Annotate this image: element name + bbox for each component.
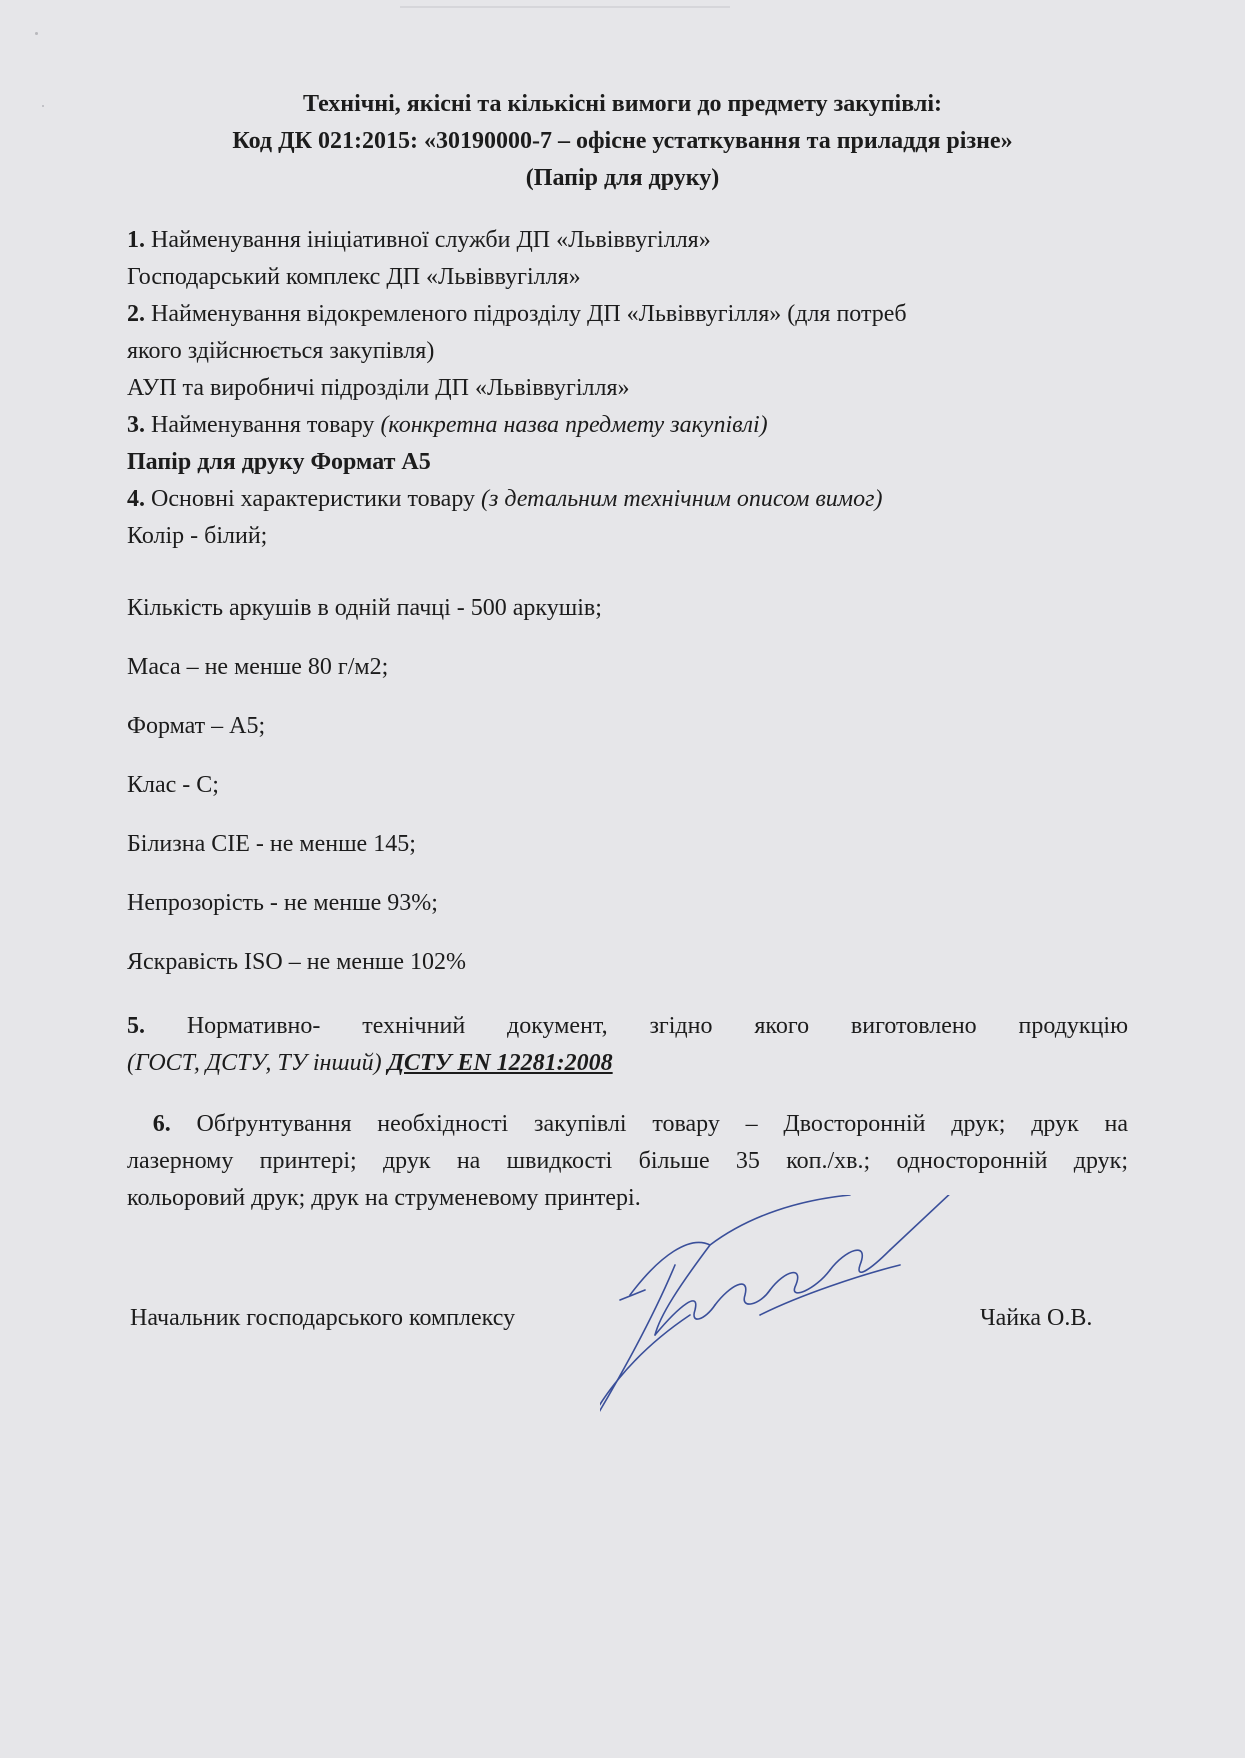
standard-code: ДСТУ EN 12281:2008 — [387, 1050, 613, 1076]
spec-item: Білизна СІЕ - не менше 145; — [127, 831, 416, 857]
section-2-heading-cont: якого здійснюється закупівля) — [127, 338, 435, 364]
title-line-1: Технічні, якісні та кількісні вимоги до предмету закупівлі: — [302, 91, 942, 117]
section-number: 5. — [127, 1013, 145, 1039]
section-6-line-3: кольоровий друк; друк на струменевому принтері. — [127, 1185, 641, 1211]
section-text: Обґрунтування необхідності закупівлі товару – Двосторонній друк; друк на — [170, 1111, 1128, 1137]
spec-item: Маса – не менше 80 г/м2; — [127, 654, 389, 680]
section-6-line-1 — [127, 1106, 1128, 1143]
section-2-heading — [127, 296, 1128, 333]
spec-item: Колір - білий; — [127, 523, 268, 549]
section-6-line-2: лазерному принтері; друк на швидкості більше 35 коп./хв.; односторонній друк; — [127, 1148, 1128, 1174]
section-label: Найменування товару — [145, 412, 381, 438]
section-label: Нормативно- технічний документ, згідно якого виготовлено продукцію — [145, 1013, 1128, 1039]
signer-position: Начальник господарського комплексу — [130, 1305, 516, 1331]
spec-item: Формат – А5; — [127, 713, 266, 739]
section-2-value: АУП та виробничі підрозділи ДП «Львіввугілля» — [127, 375, 630, 401]
section-label: Найменування відокремленого підрозділу ДП «Львіввугілля» (для потреб — [145, 301, 907, 327]
section-5-value-line — [127, 1045, 1128, 1082]
section-hint: (конкретна назва предмету закупівлі) — [380, 412, 768, 438]
title-line-3: (Папір для друку) — [525, 165, 720, 191]
section-1-heading — [127, 222, 1128, 259]
section-5-heading — [127, 1008, 1128, 1045]
scan-speck — [35, 32, 38, 35]
section-number: 3. — [127, 412, 145, 438]
spec-item: Клас - С; — [127, 772, 219, 798]
section-number: 1. — [127, 227, 145, 253]
scan-speck — [42, 105, 44, 107]
section-label: Найменування ініціативної служби ДП «Львіввугілля» — [145, 227, 711, 253]
spec-item: Яскравість ISO – не менше 102% — [127, 949, 467, 975]
spec-item: Непрозорість - не менше 93%; — [127, 890, 438, 916]
section-number: 2. — [127, 301, 145, 327]
scan-artifact — [400, 6, 730, 8]
section-4-heading — [127, 481, 1128, 518]
section-1-value: Господарський комплекс ДП «Львіввугілля» — [127, 264, 581, 290]
section-label: Основні характеристики товару — [145, 486, 481, 512]
document-title — [100, 86, 1145, 197]
section-hint: (ГОСТ, ДСТУ, ТУ інший) — [127, 1050, 382, 1076]
section-number: 4. — [127, 486, 145, 512]
signer-name: Чайка О.В. — [980, 1305, 1093, 1331]
section-5 — [127, 1008, 1128, 1082]
title-line-2: Код ДК 021:2015: «30190000-7 – офісне устаткування та приладдя різне» — [232, 128, 1013, 154]
section-hint: (з детальним технічним описом вимог) — [481, 486, 883, 512]
handwritten-signature — [600, 1195, 1000, 1435]
section-number: 6. — [152, 1111, 171, 1137]
section-3-value: Папір для друку Формат А5 — [127, 449, 431, 475]
spec-item: Кількість аркушів в одній пачці - 500 аркушів; — [127, 595, 602, 621]
section-3-heading — [127, 407, 1128, 444]
requirements-block — [127, 222, 1128, 555]
